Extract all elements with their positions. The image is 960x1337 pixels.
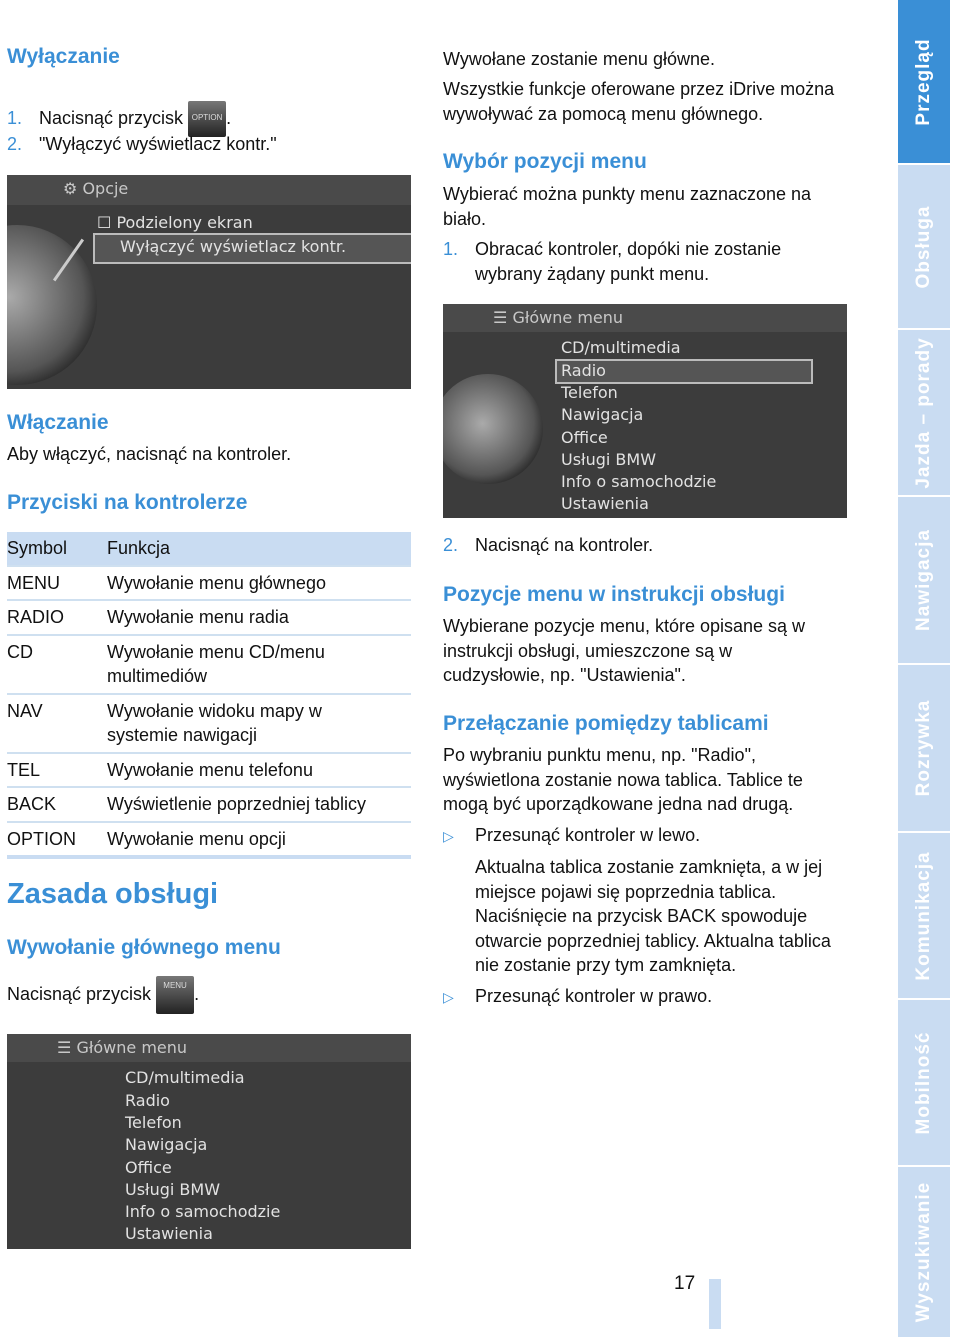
function-cell: Wywołanie menu opcji [107,822,411,858]
function-cell: Wywołanie menu CD/menu multimediów [107,635,411,694]
table-row [7,822,411,858]
menu-item: Office [125,1158,172,1177]
page-number: 17 [674,1273,696,1294]
symbol-cell: NAV [7,694,107,753]
buttons-table [7,532,411,859]
table-header [7,532,411,566]
menu-item: Info o samochodzie [125,1202,281,1221]
wlaczanie-text: Aby włączyć, nacisnąć na kontroler. [7,444,292,464]
menu-item-label: Podzielony ekran [116,213,253,232]
menu-item: Nawigacja [125,1135,208,1154]
step-number: 2. [443,535,459,555]
step-number: 1. [443,239,459,259]
main-menu-screenshot-bottom [7,1034,411,1249]
function-cell: Wywołanie widoku mapy w systemie nawigacji [107,694,411,753]
function-cell: Wywołanie menu głównego [107,566,411,601]
menu-item-split-screen: ☐ Podzielony ekran [97,213,253,232]
function-cell: Wyświetlenie poprzedniej tablicy [107,787,411,822]
menu-item-selected: Radio [561,361,606,380]
triangle-bullet-icon: ▷ [443,828,454,844]
sidebar-tab-mobilnosc[interactable] [898,1000,950,1165]
page-number-bar [709,1279,721,1329]
wybor-text: Wybierać można punkty menu zaznaczone na biało. [443,184,812,229]
sidebar-tab-wyszukiwanie[interactable] [898,1167,950,1337]
menu-icon: ☰ [493,308,508,327]
option-button-icon: OPTION [188,101,226,137]
step-2 [7,132,277,157]
section-heading-pozycje: Pozycje menu w instrukcji obsługi [443,583,785,606]
sidebar-tab-label: Nawigacja [913,529,934,631]
section-heading-przelaczanie: Przełączanie pomiędzy tablicami [443,712,769,735]
options-screenshot [7,175,411,389]
sidebar-tab-obsluga[interactable] [898,165,950,328]
controller-knob-icon [7,225,97,385]
pozycje-text: Wybierane pozycje menu, które opisane są w instrukcji obsługi, umieszczone są w cudzysłowie, np. "Ustawienia". [443,616,806,685]
bullet-2 [443,984,712,1010]
section-heading-wybor: Wybór pozycji menu [443,150,647,173]
sidebar-tab-nawigacja[interactable] [898,497,950,663]
przelaczanie-text: Po wybraniu punktu menu, np. "Radio", wyświetlona zostanie nowa tablica. Tablice te mogą być uporządkowane jedna nad drugą. [443,745,803,814]
wywolanie-text [7,976,199,1014]
function-cell: Wywołanie menu telefonu [107,753,411,788]
menu-item: Ustawienia [561,494,649,513]
sidebar-tab-label: Komunikacja [913,850,934,981]
step-number: 2. [7,134,23,154]
menu-item: Ustawienia [125,1224,213,1243]
intro-text-1: Wywołane zostanie menu główne. [443,49,715,69]
menu-icon: ☰ [57,1038,72,1057]
screen-title [493,308,623,327]
menu-item: Telefon [125,1113,182,1132]
gear-icon: ⚙ [63,179,78,198]
sidebar-tab-rozrywka[interactable] [898,665,950,831]
section-heading-przyciski: Przyciski na kontrolerze [7,491,248,514]
wybor-step-2 [443,533,653,558]
screen-title-text: Główne menu [76,1038,188,1057]
table-row [7,753,411,788]
column-header: Funkcja [107,532,411,566]
sidebar-tab-label: Mobilność [913,1031,934,1134]
menu-item: CD/multimedia [125,1068,245,1087]
symbol-cell: BACK [7,787,107,822]
step-number: 1. [7,107,23,128]
step-text: "Wyłączyć wyświetlacz kontr." [39,134,277,154]
column-header: Symbol [7,532,107,566]
table-row [7,600,411,635]
menu-item: Nawigacja [561,405,644,424]
screen-title [63,179,128,198]
step-text: Obracać kontroler, dopóki nie zostanie wybrany żądany punkt menu. [475,239,782,284]
function-cell: Wywołanie menu radia [107,600,411,635]
chapter-heading: Zasada obsługi [7,878,219,910]
section-heading-wlaczanie: Włączanie [7,411,109,434]
menu-item-display-off: Wyłączyć wyświetlacz kontr. [120,237,347,256]
chapter-sidebar [898,0,960,1337]
sidebar-tab-jazda[interactable] [898,330,950,495]
symbol-cell: OPTION [7,822,107,858]
triangle-bullet-icon: ▷ [443,989,454,1005]
menu-button-icon: MENU [156,976,194,1014]
sidebar-tab-label: Wyszukiwanie [913,1181,934,1323]
table-row [7,635,411,694]
table-row [7,787,411,822]
controller-knob-icon [443,374,543,484]
menu-item: Radio [125,1091,170,1110]
symbol-cell: TEL [7,753,107,788]
table-row [7,694,411,753]
screen-title-text: Opcje [82,179,129,198]
instruction-text: Nacisnąć przycisk [7,983,152,1004]
sidebar-tab-label: Rozrywka [913,699,934,797]
section-heading-wywolanie: Wywołanie głównego menu [7,936,281,959]
sidebar-tab-komunikacja[interactable] [898,833,950,998]
bullet-text: Przesunąć kontroler w prawo. [475,986,713,1006]
section-heading-wylaczanie: Wyłączanie [7,45,120,68]
menu-item: Telefon [561,383,618,402]
symbol-cell: RADIO [7,600,107,635]
bullet-text: Przesunąć kontroler w lewo. [475,825,701,845]
screen-title [57,1038,187,1057]
main-menu-screenshot-top [443,304,847,518]
punctuation: . [194,983,200,1004]
table-row [7,566,411,601]
bullet-1 [443,823,700,849]
bullet-1-detail: Aktualna tablica zostanie zamknięta, a w jej miejsce pojawi się poprzednia tablica. Naciśnięcie na przycisk BACK spowoduje otwarcie poprzedniej tablicy. Aktualna tablica nie zostanie przy tym zamknięta. [475,857,831,975]
sidebar-tab-label: Przegląd [913,37,934,126]
intro-text-2: Wszystkie funkcje oferowane przez iDrive można wywoływać za pomocą menu głównego. [443,79,835,124]
menu-item: CD/multimedia [561,338,681,357]
punctuation: . [226,107,232,128]
wybor-step-1 [443,237,843,286]
sidebar-tab-label: Obsługa [913,204,934,289]
menu-item: Office [561,428,608,447]
symbol-cell: MENU [7,566,107,601]
screen-title-text: Główne menu [512,308,624,327]
symbol-cell: CD [7,635,107,694]
step-text: Nacisnąć na kontroler. [475,535,654,555]
sidebar-tab-label: Jazda – porady [913,336,934,489]
menu-item: Usługi BMW [561,450,657,469]
step-text: Nacisnąć przycisk [39,107,184,128]
menu-item: Info o samochodzie [561,472,717,491]
sidebar-tab-przeglad[interactable] [898,0,950,163]
menu-item: Usługi BMW [125,1180,221,1199]
